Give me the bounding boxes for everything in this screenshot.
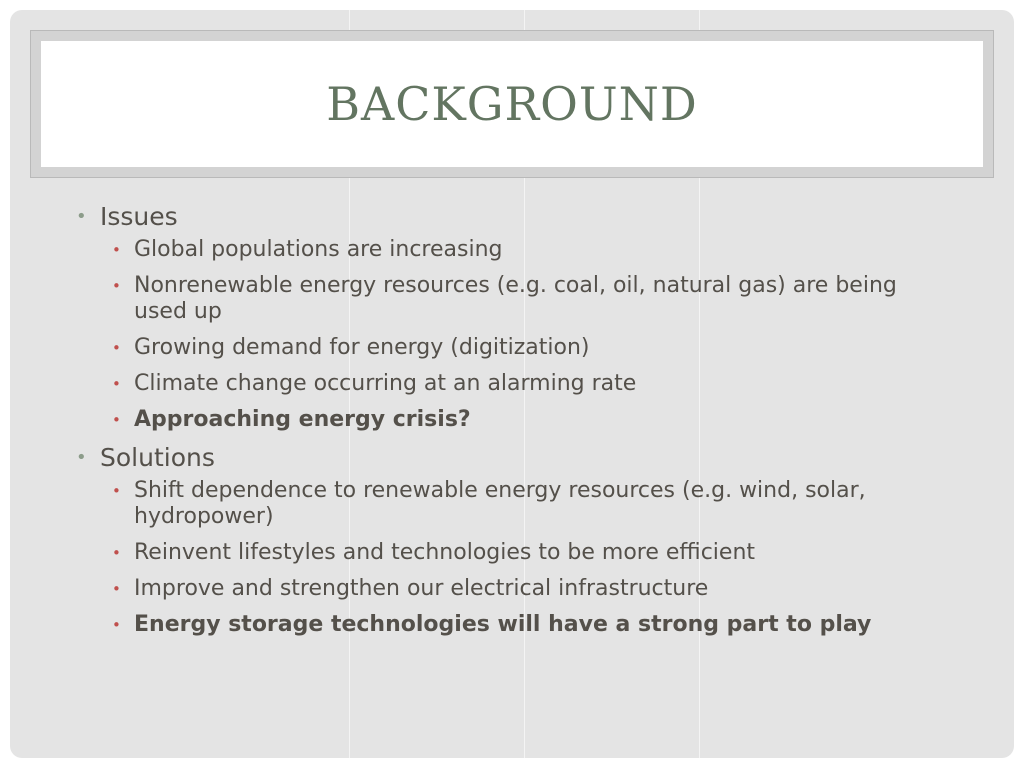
- bullet-icon: •: [112, 580, 121, 598]
- list-item: [70, 335, 950, 361]
- bullet-icon: •: [112, 277, 121, 295]
- list-item: [70, 273, 950, 325]
- list-item-text: Global populations are increasing: [134, 237, 503, 262]
- section-heading-issues: [70, 202, 950, 232]
- list-item: [70, 237, 950, 263]
- list-item-text: Climate change occurring at an alarming rate: [134, 371, 637, 396]
- list-item-text: Nonrenewable energy resources (e.g. coal, oil, natural gas) are being used up: [134, 273, 897, 324]
- list-item-text: Growing demand for energy (digitization): [134, 335, 590, 360]
- list-item: [70, 576, 950, 602]
- section-heading-label: Solutions: [100, 443, 215, 472]
- title-box: [41, 41, 983, 167]
- bullet-icon: •: [76, 206, 87, 227]
- bullet-icon: •: [112, 616, 121, 634]
- section-heading-solutions: [70, 443, 950, 473]
- list-item: [70, 540, 950, 566]
- bullet-icon: •: [112, 375, 121, 393]
- bullet-icon: •: [112, 411, 121, 429]
- list-item-text-emphasis: Approaching energy crisis?: [134, 407, 471, 432]
- list-item-text: Shift dependence to renewable energy resources (e.g. wind, solar, hydropower): [134, 478, 866, 529]
- list-item: [70, 612, 950, 638]
- list-item-text: Reinvent lifestyles and technologies to be more efficient: [134, 540, 756, 565]
- bullet-icon: •: [112, 482, 121, 500]
- slide: [10, 10, 1014, 758]
- bullet-icon: •: [112, 339, 121, 357]
- title-frame: [30, 30, 994, 178]
- slide-body: [70, 202, 950, 648]
- list-item: [70, 407, 950, 433]
- list-item-text: Improve and strengthen our electrical infrastructure: [134, 576, 709, 601]
- bullet-icon: •: [112, 544, 121, 562]
- list-item-text-emphasis: Energy storage technologies will have a strong part to play: [134, 612, 872, 637]
- list-item: [70, 478, 950, 530]
- slide-title: BACKGROUND: [326, 77, 698, 131]
- bullet-icon: •: [112, 241, 121, 259]
- list-item: [70, 371, 950, 397]
- section-heading-label: Issues: [100, 202, 178, 231]
- bullet-icon: •: [76, 447, 87, 468]
